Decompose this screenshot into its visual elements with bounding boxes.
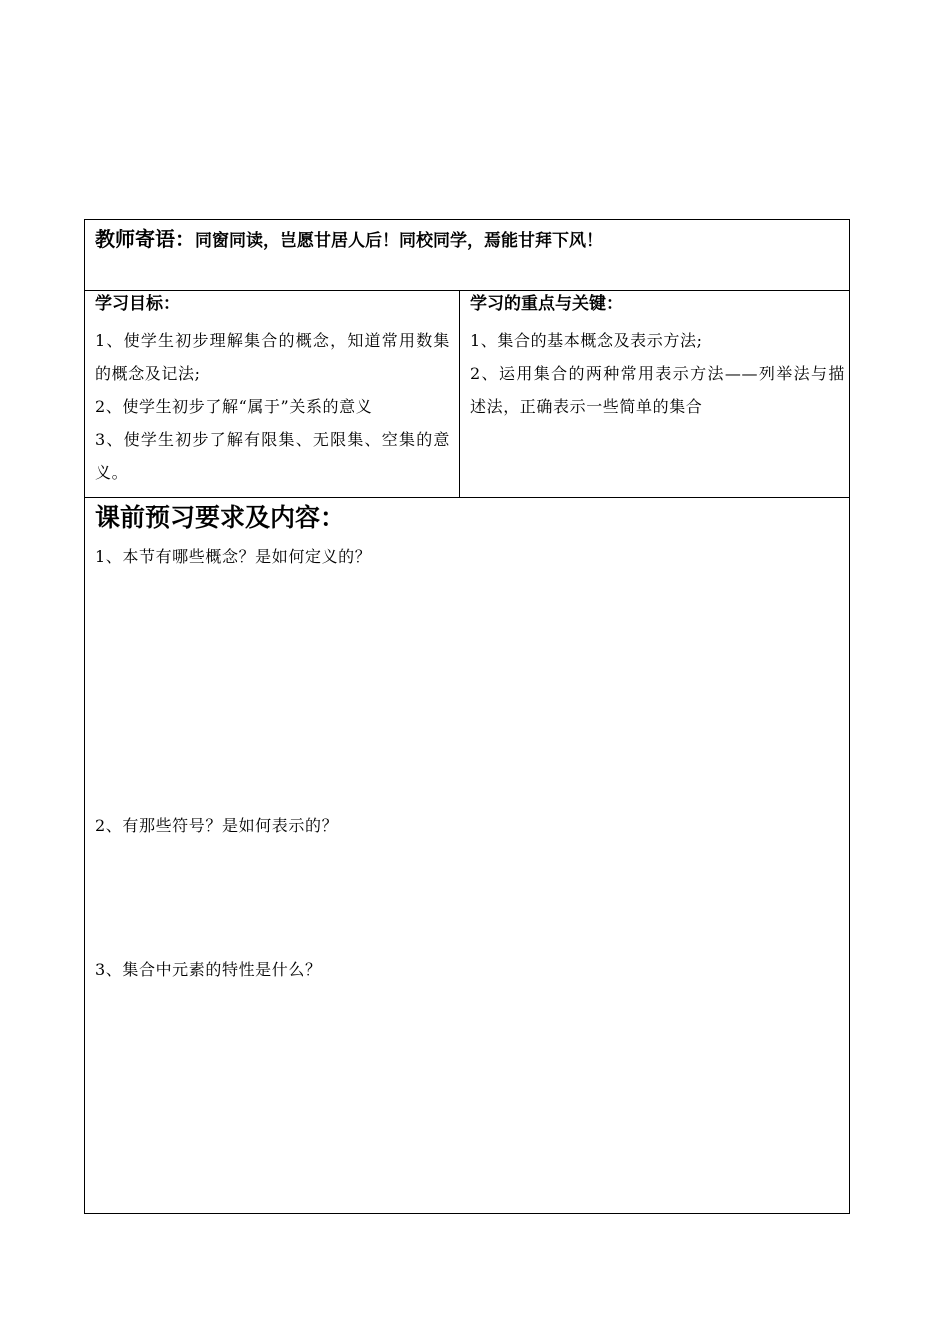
- preview-question: 3、集合中元素的特性是什么？: [95, 960, 322, 979]
- preview-question: 1、本节有哪些概念？是如何定义的？: [95, 547, 372, 566]
- teacher-message-motto: 同窗同读，岂愿甘居人后！同校同学，焉能甘拜下风！: [195, 231, 603, 251]
- teacher-message: [95, 226, 603, 254]
- key-points-heading: 学习的重点与关键：: [470, 294, 623, 314]
- learning-goals-heading: 学习目标：: [95, 294, 180, 314]
- preview-title: 课前预习要求及内容：: [95, 503, 346, 532]
- preview-row: [85, 498, 849, 1213]
- learning-goal-item: 2、使学生初步了解“属于”关系的意义: [95, 397, 373, 416]
- teacher-message-row: [85, 220, 849, 291]
- learning-goals-cell: [85, 291, 460, 497]
- key-points-cell: [460, 291, 849, 497]
- preview-question: 2、有那些符号？是如何表示的？: [95, 816, 339, 835]
- learning-goals-list: [95, 324, 450, 489]
- key-points-list: [470, 324, 845, 423]
- study-guide-table: [84, 219, 850, 1214]
- key-point-item: 1、集合的基本概念及表示方法;: [470, 331, 703, 350]
- learning-goal-item: 3、使学生初步了解有限集、无限集、空集的意义。: [95, 430, 450, 482]
- teacher-message-label: 教师寄语：: [95, 227, 195, 251]
- key-point-item: 2、运用集合的两种常用表示方法——列举法与描述法，正确表示一些简单的集合: [470, 364, 845, 416]
- learning-goal-item: 1、使学生初步理解集合的概念，知道常用数集的概念及记法;: [95, 331, 450, 383]
- goals-row: [85, 291, 849, 498]
